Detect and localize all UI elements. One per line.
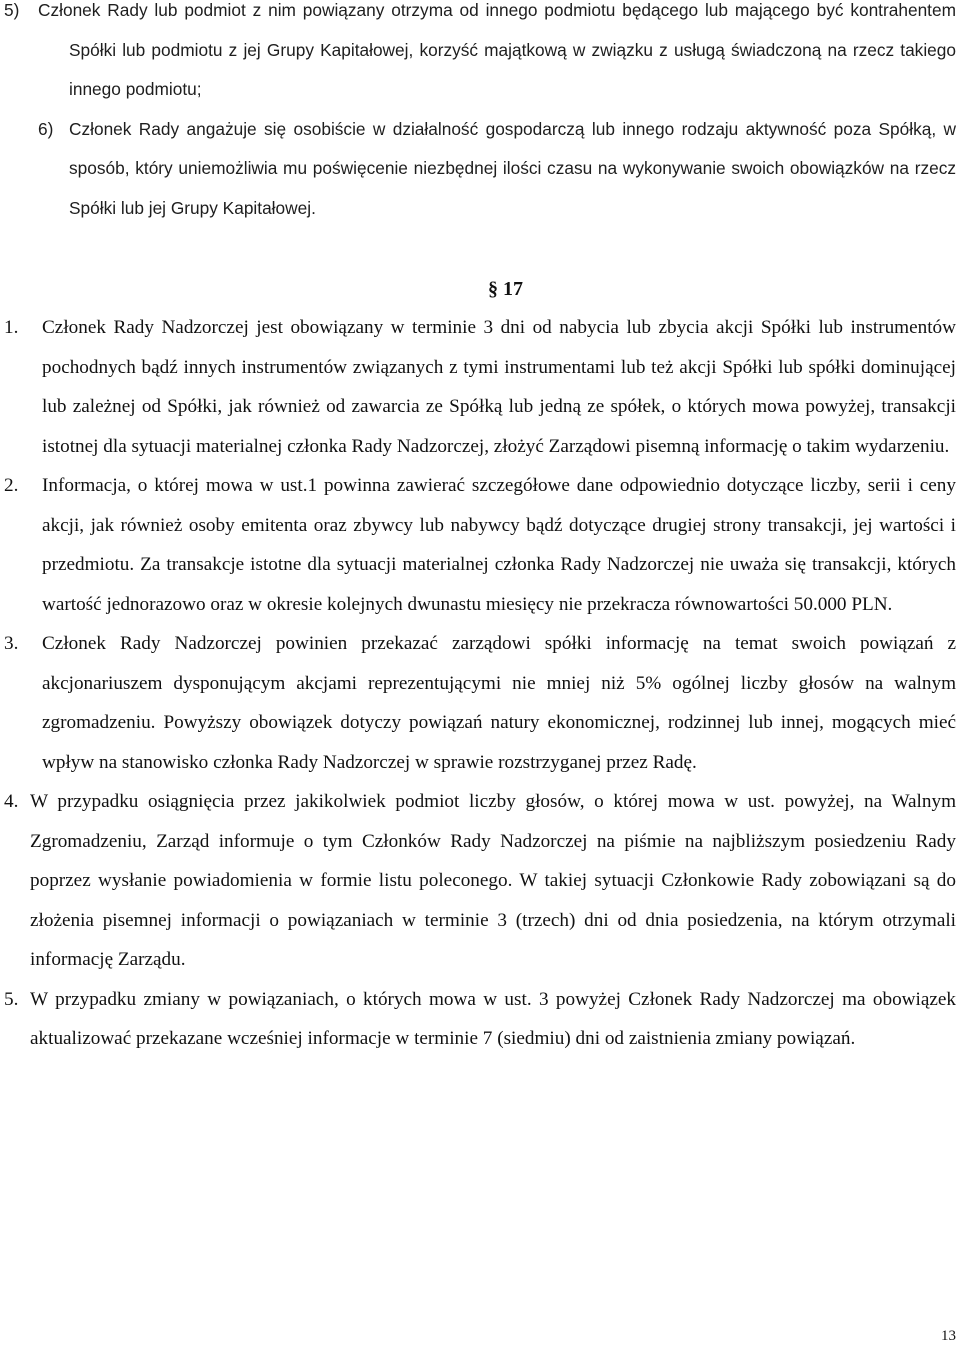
list-item-number: 5)	[4, 0, 20, 20]
list-item	[0, 0, 960, 110]
list-item	[0, 624, 960, 782]
list-item-number: 4.	[4, 791, 19, 812]
list-item-number: 3.	[4, 633, 19, 654]
list-item	[0, 782, 960, 980]
list-item-text: Członek Rady Nadzorczej jest obowiązany w terminie 3 dni od nabycia lub zbycia akcji Spółki lub instrumentów pochodnych bądź innych instrumentów związanych z tymi instrumentami lub też akcji Spółki lub spółki dominującej lub zależnej od Spółki, jak również od zawarcia ze Spółką lub jedną ze spółek, o których mowa powyżej, transakcji istotnej dla sytuacji materialnej członka Rady Nadzorczej, złożyć Zarządowi pisemną informację o takim wydarzeniu.	[42, 317, 956, 457]
intro-list	[0, 0, 960, 228]
section-heading	[488, 269, 523, 309]
list-item-text: W przypadku osiągnięcia przez jakikolwiek podmiot liczby głosów, o której mowa w ust. powyżej, na Walnym Zgromadzeniu, Zarząd informuje o tym Członków Rady Nadzorczej na piśmie na najbliższym posiedzeniu Rady poprzez wysłanie powiadomienia w formie listu poleconego. W takiej sytuacji Członkowie Rady zobowiązani są do złożenia pisemnej informacji o powiązaniach w terminie 3 (trzech) dni od dnia posiedzenia, na którym otrzymali informację Zarządu.	[30, 791, 956, 970]
list-item	[0, 980, 960, 1059]
list-item-text: Członek Rady angażuje się osobiście w działalność gospodarczą lub innego rodzaju aktywność poza Spółką, w sposób, który uniemożliwia mu poświęcenie niezbędnej ilości czasu na wykonywanie swoich obowiązków na rzecz Spółki lub jej Grupy Kapitałowej.	[69, 118, 956, 218]
list-item-number: 1.	[4, 317, 19, 338]
section-sign: §	[488, 278, 498, 300]
list-item-number: 6)	[38, 118, 54, 139]
section-number: 17	[503, 278, 523, 300]
list-item-text: Informacja, o której mowa w ust.1 powinna zawierać szczegółowe dane odpowiednio dotyczące liczby, serii i ceny akcji, jak również osoby emitenta oraz zbywcy lub nabywcy bądź dotyczące drugiej strony transakcji, jej wartości i przedmiotu. Za transakcje istotne dla sytuacji materialnej członka Rady Nadzorczej nie uważa się transakcji, których wartość jednorazowo oraz w okresie kolejnych dwunastu miesięcy nie przekracza równowartości 50.000 PLN.	[42, 475, 956, 615]
list-item-text: Członek Rady Nadzorczej powinien przekazać zarządowi spółki informację na temat swoich powiązań z akcjonariuszem dysponującym akcjami reprezentującymi nie mniej niż 5% ogólnej liczby głosów na walnym zgromadzeniu. Powyższy obowiązek dotyczy powiązań natury ekonomicznej, rodzinnej lub innej, mogących mieć wpływ na stanowisko członka Rady Nadzorczej w sprawie rozstrzyganej przez Radę.	[42, 633, 956, 773]
list-item-number: 5.	[4, 988, 19, 1010]
list-item-text: W przypadku zmiany w powiązaniach, o których mowa w ust. 3 powyżej Członek Rady Nadzorczej ma obowiązek aktualizować przekazane wcześniej informacje w terminie 7 (siedmiu) dni od zaistnienia zmiany powiązań.	[30, 988, 956, 1049]
list-item-text: Członek Rady lub podmiot z nim powiązany otrzyma od innego podmiotu będącego lub mającego być kontrahentem Spółki lub podmiotu z jej Grupy Kapitałowej, korzyść majątkową w związku z usługą świadczoną na rzecz takiego innego podmiotu;	[38, 0, 956, 99]
list-item	[0, 466, 960, 624]
section-list	[0, 308, 960, 1059]
page-number: 13	[941, 1328, 956, 1344]
list-item	[0, 110, 960, 229]
list-item-number: 2.	[4, 475, 19, 496]
list-item	[0, 308, 960, 466]
